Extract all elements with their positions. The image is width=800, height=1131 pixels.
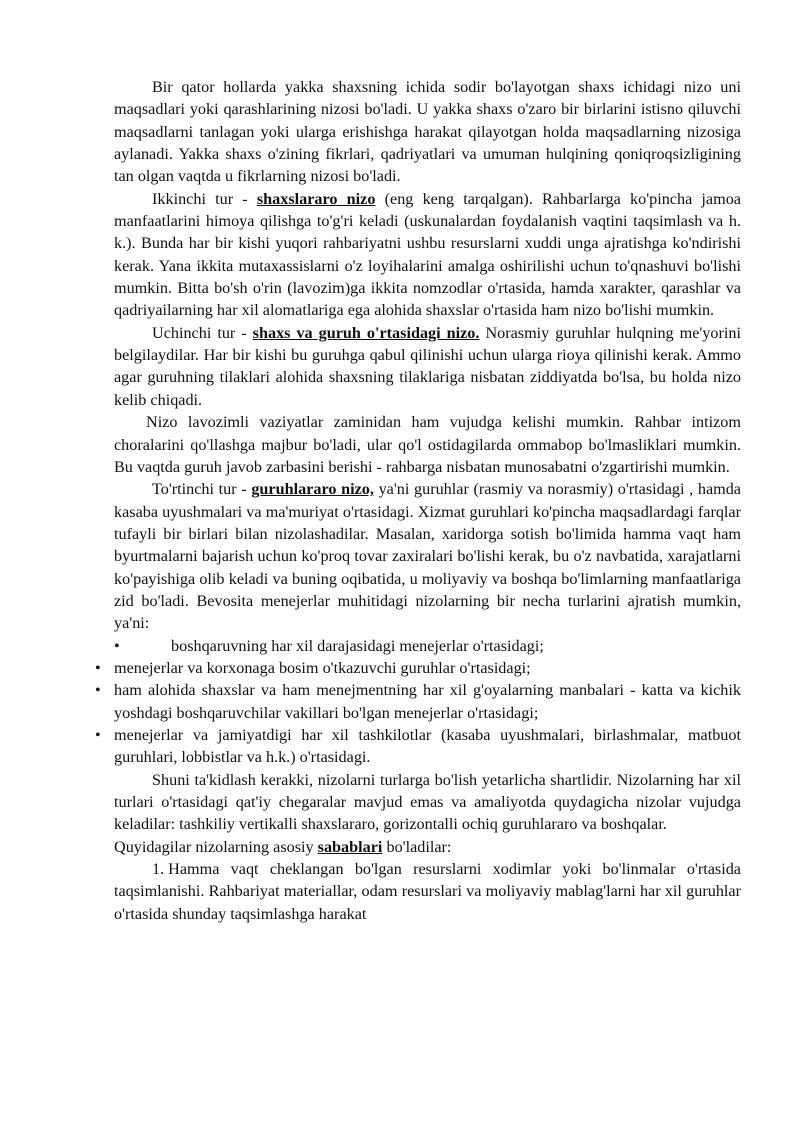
paragraph-body: Norasmiy guruhlar hulqning me'yorini belgilaydilar. Har bir kishi bu guruhga qabul qilinishi uchun ularga rioya qilinishi kerak. Ammo agar guruhning tilaklari alohida shaxsning tilaklariga nisbatan ziddiyatda bo'lsa, bu holda nizo kelib chiqadi.	[114, 323, 741, 409]
paragraph-lead: To'rtinchi tur -	[152, 480, 252, 499]
term-person-group: shaxs va guruh o'rtasidagi nizo.	[252, 323, 480, 342]
paragraph-conditional-division: Shuni ta'kidlash kerakki, nizolarni turlarga bo'lish yetarlicha shartlidir. Nizolarning har xil turlari o'rtasidagi qat'iy chegaralar mavjud emas va amaliyotda quydagicha nizolar vujudga keladilar: tashkiliy vertikalli shaxslararo, gorizontalli ochiq guruhlararo va boshqalar.	[114, 770, 741, 834]
list-item	[114, 635, 741, 657]
paragraph-person-group-conflict	[114, 322, 741, 411]
paragraph-lead: Ikkinchi tur -	[152, 189, 257, 208]
paragraph-lead: Quyidagilar nizolarning asosiy	[114, 837, 318, 856]
term-intergroup: guruhlararo nizo,	[251, 480, 374, 499]
bullet-marker: •	[95, 725, 101, 744]
document-page	[95, 76, 741, 925]
list-item-text: ham alohida shaxslar va ham menejmentning har xil g'oyalarning manbalari - katta va kichik yoshdagi boshqaruvchilar vakillari bo'lgan menejerlar o'rtasidagi;	[114, 681, 741, 722]
paragraph-intrapersonal-conflict: Bir qator hollarda yakka shaxsning ichida sodir bo'layotgan shaxs ichidagi nizo uni maqsadlari yoki qarashlarining nizosi bo'ladi. U yakka shaxs o'zaro bir birlarini istisno qiluvchi maqsadlarni tanlagan yoki ularga erishishga harakat qilayotgan holda maqsadlarning nizosiga aylanadi. Yakka shaxs o'zining fikrlari, qadriyatlari va umuman hulqining qoniqroqsizligining tan olgan vaqtda u fikrlarning nizosi bo'ladi.	[114, 78, 741, 186]
list-item	[95, 679, 741, 724]
term-causes: sabablari	[317, 837, 383, 856]
paragraph-body: (eng keng tarqalgan). Rahbarlarga ko'pincha jamoa manfaatlarini himoya qilishga to'g'ri keladi (uskunalardan foydalanish vaqtini taqsimlash va h. k.). Bunda har bir kishi yuqori rahbariyatni ushbu resurslarni xuddi unga ajratishga ko'ndirishi kerak. Yana ikkita mutaxassislarni o'z loyihalarini amalga oshirilishi uchun to'qnashuvi bo'lishi mumkin. Bitta bo'sh o'rin (lavozim)ga ikkita nomzodlar o'rtasida, hamda xarakter, qarashlar va qadriyailarning har xil alomatlariga ega alohida shaxslar o'rtasida ham nizo bo'lishi mumkin.	[114, 189, 741, 320]
paragraph-body: ya'ni guruhlar (rasmiy va norasmiy) o'rtasidagi , hamda kasaba uyushmalari va ma'muriyat o'rtasidagi. Xizmat guruhlari ko'pincha maqsadlardagi farqlar tufayli bir birlari bilan nizolashadilar. Masalan, xaridorga sotish bo'limida hamma vaqt ham byurtmalarni bajarish uchun ko'proq tovar zaxiralari bo'lishi kerak, bu o'z navbatida, xarajatlarni ko'payishiga olib keladi va buning oqibatida, u moliyaviy va boshqa bo'limlarning manfaatlariga zid bo'ladi. Bevosita menejerlar muhitidagi nizolarning bir necha turlarini ajratish mumkin, ya'ni:	[114, 480, 741, 633]
paragraph-intergroup-conflict	[114, 478, 741, 634]
bullet-marker: •	[114, 636, 120, 655]
paragraph-cause-resources	[114, 858, 741, 925]
bullet-marker: •	[95, 658, 101, 677]
bullet-marker: •	[95, 681, 101, 700]
paragraph-body: bo'ladilar:	[382, 837, 452, 856]
paragraph-interpersonal-conflict	[114, 188, 741, 322]
list-item-text: menejerlar va jamiyatdigi har xil tashkilotlar (kasaba uyushmalari, birlashmalar, matbuot guruhlari, lobbistlar va h.k.) o'rtasidagi.	[114, 725, 741, 767]
item-number: 1.	[152, 860, 165, 879]
paragraph-position-conflict: Nizo lavozimli vaziyatlar zaminidan ham vujudga kelishi mumkin. Rahbar intizom choralarini qo'llashga majbur bo'ladi, ular qo'l ostidagilarda ommabop bo'lmasliklari mumkin. Bu vaqtda guruh javob zarbasini berishi - rahbarga nisbatan munosabatni o'zgartirishi mumkin.	[114, 413, 741, 476]
list-item	[95, 657, 741, 679]
paragraph-body: Hamma vaqt cheklangan bo'lgan resurslarni xodimlar yoki bo'linmalar o'rtasida taqsimlanishi. Rahbariyat materiallar, odam resurslari va moliyaviy mablag'larni har xil guruhlar o'rtasida shunday taqsimlashga harakat	[114, 860, 741, 923]
paragraph-causes-intro	[114, 836, 741, 858]
list-item-text: menejerlar va korxonaga bosim o'tkazuvchi guruhlar o'rtasidagi;	[114, 658, 531, 677]
conflict-types-list	[95, 635, 741, 769]
paragraph-lead: Uchinchi tur -	[152, 323, 253, 342]
list-item	[95, 724, 741, 769]
list-item-text: boshqaruvning har xil darajasidagi menejerlar o'rtasidagi;	[171, 636, 544, 655]
term-interpersonal: shaxslararo nizo	[256, 189, 376, 208]
